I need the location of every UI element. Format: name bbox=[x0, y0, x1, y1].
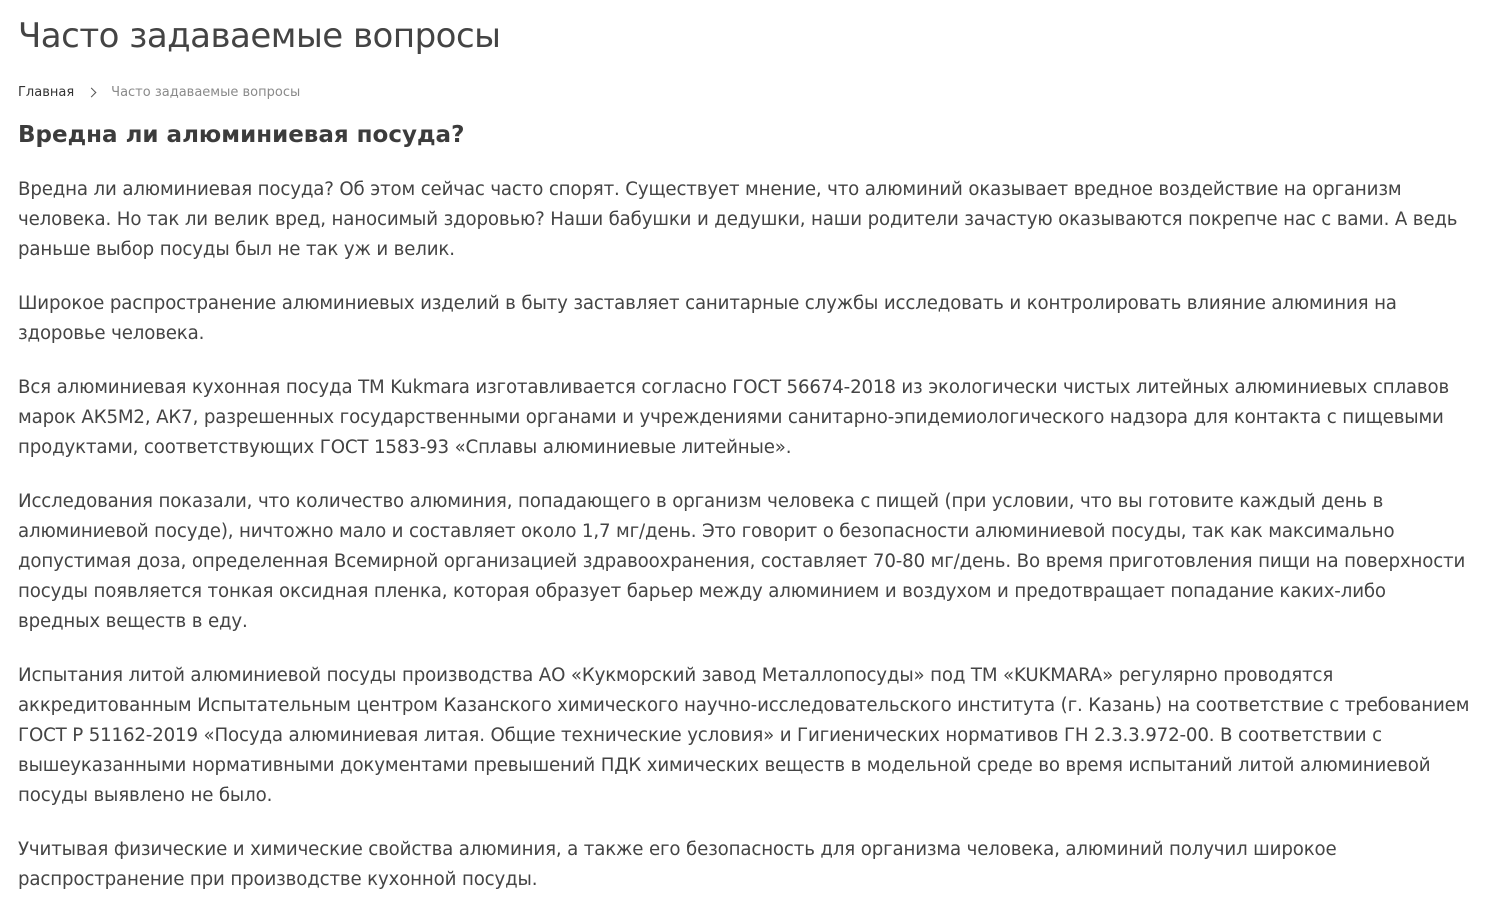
article-paragraph: Исследования показали, что количество алюминия, попадающего в организм человека с пищей (при условии, что вы готовите каждый день в алюминиевой посуде), ничтожно мало и составляет около 1,7 мг/день. Это говорит о безопасности алюминиевой посуды, так как максимально допустимая доза, определенная Всемирной организацией здравоохранения, составляет 70-80 мг/день. Во время приготовления пищи на поверхности посуды появляется тонкая оксидная пленка, которая образует барьер между алюминием и воздухом и предотвращает попадание каких-либо вредных веществ в еду. bbox=[18, 491, 1466, 632]
breadcrumb-home-link[interactable]: Главная bbox=[18, 84, 75, 100]
chevron-right-icon bbox=[87, 87, 97, 97]
article-paragraph: Испытания литой алюминиевой посуды производства АО «Кукморский завод Металлопосуды» под ТМ «KUKMARA» регулярно проводятся аккредитованным Испытательным центром Казанского химического научно-исследовательского института (г. Казань) на соответствие с требованием ГОСТ Р 51162-2019 «Посуда алюминиевая литая. Общие технические условия» и Гигиенических нормативов ГН 2.3.3.972-00. В соответствии с вышеуказанными нормативными документами превышений ПДК химических веществ в модельной среде во время испытаний литой алюминиевой посуды выявлено не было. bbox=[18, 665, 1470, 806]
article-paragraph: Вся алюминиевая кухонная посуда ТМ Kukmara изготавливается согласно ГОСТ 56674-2018 из экологически чистых литейных алюминиевых сплавов марок АК5М2, АК7, разрешенных государственными органами и учреждениями санитарно-эпидемиологического надзора для контакта с пищевыми продуктами, соответствующих ГОСТ 1583-93 «Сплавы алюминиевые литейные». bbox=[18, 377, 1450, 458]
article-paragraph: Вредна ли алюминиевая посуда? Об этом сейчас часто спорят. Существует мнение, что алюминий оказывает вредное воздействие на организм человека. Но так ли велик вред, наносимый здоровью? Наши бабушки и дедушки, наши родители зачастую оказываются покрепче нас с вами. А ведь раньше выбор посуды был не так уж и велик. bbox=[18, 179, 1458, 260]
article-paragraph: Широкое распространение алюминиевых изделий в быту заставляет санитарные службы исследовать и контролировать влияние алюминия на здоровье человека. bbox=[18, 293, 1397, 344]
breadcrumb bbox=[18, 83, 1472, 101]
article-title: Вредна ли алюминиевая посуда? bbox=[18, 122, 465, 148]
article-paragraph: Учитывая физические и химические свойства алюминия, а также его безопасность для организма человека, алюминий получил широкое распространение при производстве кухонной посуды. bbox=[18, 839, 1337, 890]
breadcrumb-current: Часто задаваемые вопросы bbox=[111, 84, 301, 100]
page-title: Часто задаваемые вопросы bbox=[18, 16, 501, 56]
article-body bbox=[18, 175, 1472, 895]
